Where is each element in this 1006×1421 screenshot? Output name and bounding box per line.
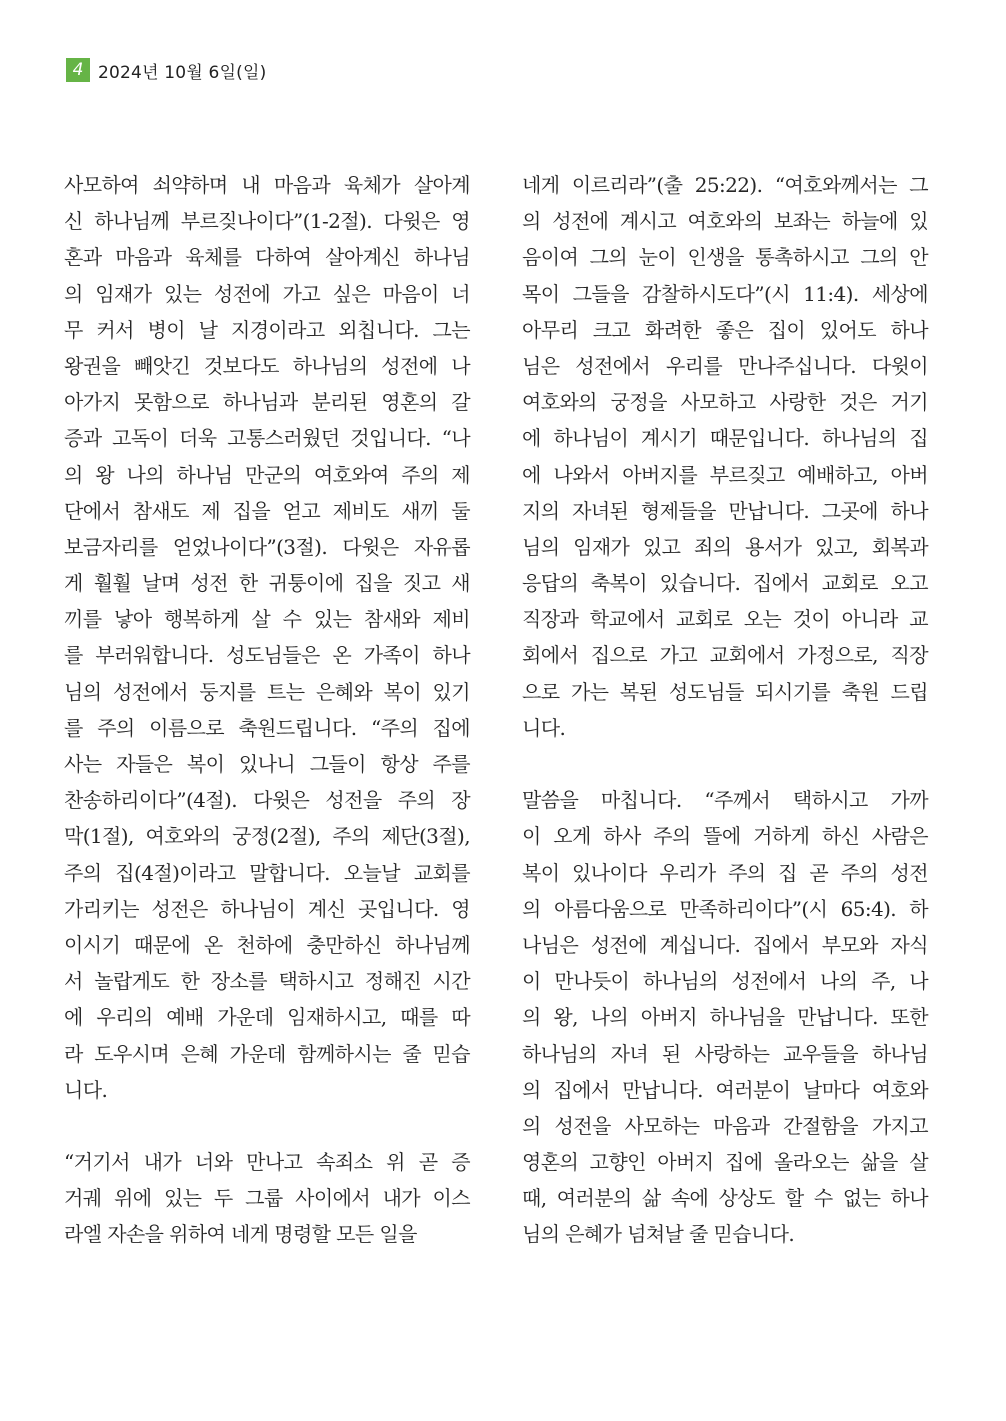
text-line: 사모하여 쇠약하며 내 마음과 육체가 살아계 [64,173,470,197]
page-number-badge: 4 [66,58,90,82]
text-line: 신 하나님께 부르짖나이다”(1-2절). 다윗은 영 [64,209,470,234]
text-line: 찬송하리이다”(4절). 다윗은 성전을 주의 장 [64,788,470,813]
text-line: 게 훨훨 날며 성전 한 귀퉁이에 집을 짓고 새 [64,571,470,596]
text-line: 복이 있나이다 우리가 주의 집 곧 주의 성전 [522,860,928,885]
text-line: 의 왕 나의 하나님 만군의 여호와여 주의 제 [64,462,470,487]
text-line: 의 성전에 계시고 여호와의 보좌는 하늘에 있 [522,209,928,234]
text-line: 님은 성전에서 우리를 만나주십니다. 다윗이 [522,353,928,378]
text-line: 말씀을 마칩니다. “주께서 택하시고 가까 [522,788,928,813]
text-line: 음이여 그의 눈이 인생을 통촉하시고 그의 안 [522,245,928,270]
text-line: 거궤 위에 있는 두 그룹 사이에서 내가 이스 [64,1186,470,1211]
text-line: 의 임재가 있는 성전에 가고 싶은 마음이 너 [64,281,470,306]
text-line: 에 나와서 아버지를 부르짖고 예배하고, 아버 [522,462,928,487]
left-column [64,167,470,1253]
text-line: 응답의 축복이 있습니다. 집에서 교회로 오고 [522,571,928,596]
text-line: 에 우리의 예배 가운데 임재하시고, 때를 따 [64,1005,470,1030]
text-line: 의 왕, 나의 아버지 하나님을 만납니다. 또한 [522,1005,928,1030]
paragraph-gap [522,746,928,782]
text-line: 목이 그들을 감찰하시도다”(시 11:4). 세상에 [522,281,928,306]
text-line: 나님은 성전에 계십니다. 집에서 부모와 자식 [522,932,928,957]
text-line: 니다. [522,715,566,740]
text-line: 보금자리를 얻었나이다”(3절). 다윗은 자유롭 [64,534,470,559]
text-line: 사는 자들은 복이 있나니 그들이 항상 주를 [64,752,470,776]
text-line: 아무리 크고 화려한 좋은 집이 있어도 하나 [522,317,928,342]
text-line: 의 성전을 사모하는 마음과 간절함을 가지고 [522,1113,928,1138]
text-line: 이 오게 하사 주의 뜰에 거하게 하신 사람은 [522,824,928,849]
text-line: 단에서 참새도 제 집을 얻고 제비도 새끼 둘 [64,498,470,523]
text-line: 가리키는 성전은 하나님이 계신 곳입니다. 영 [64,896,470,921]
text-line: 를 부러워합니다. 성도님들은 온 가족이 하나 [64,643,470,668]
text-line: 아가지 못함으로 하나님과 분리된 영혼의 갈 [64,390,470,415]
text-line: 의 아름다움으로 만족하리이다”(시 65:4). 하 [522,896,928,921]
text-line: 네게 이르리라”(출 25:22). “여호와께서는 그 [522,173,928,197]
text-line: 님의 임재가 있고 죄의 용서가 있고, 회복과 [522,534,928,559]
text-line: “거기서 내가 너와 만나고 속죄소 위 곧 증 [64,1150,470,1175]
text-line: 주의 집(4절)이라고 말합니다. 오늘날 교회를 [64,860,470,885]
text-line: 니다. [64,1077,108,1102]
text-line: 왕권을 빼앗긴 것보다도 하나님의 성전에 나 [64,353,470,378]
right-column [522,167,928,1253]
text-line: 영혼의 고향인 아버지 집에 올라오는 삶을 살 [522,1150,928,1175]
paragraph-gap [64,1108,470,1144]
text-line: 으로 가는 복된 성도님들 되시기를 축원 드립 [522,679,928,704]
text-line: 혼과 마음과 육체를 다하여 살아계신 하나님 [64,245,470,270]
text-line: 하나님의 자녀 된 사랑하는 교우들을 하나님 [522,1041,928,1066]
text-line: 라엘 자손을 위하여 네게 명령할 모든 일을 [64,1222,417,1247]
text-line: 직장과 학교에서 교회로 오는 것이 아니라 교 [522,607,928,632]
text-line: 님의 성전에서 둥지를 트는 은혜와 복이 있기 [64,679,470,704]
text-line: 여호와의 궁정을 사모하고 사랑한 것은 거기 [522,390,928,415]
text-line: 에 하나님이 계시기 때문입니다. 하나님의 집 [522,426,928,451]
text-line: 서 놀랍게도 한 장소를 택하시고 정해진 시간 [64,969,470,994]
text-line: 증과 고독이 더욱 고통스러웠던 것입니다. “나 [64,426,470,451]
text-line: 때, 여러분의 삶 속에 상상도 할 수 없는 하나 [522,1186,928,1211]
text-line: 이시기 때문에 온 천하에 충만하신 하나님께 [64,932,470,957]
text-line: 이 만나듯이 하나님의 성전에서 나의 주, 나 [522,969,928,994]
text-line: 님의 은혜가 넘쳐날 줄 믿습니다. [522,1222,795,1247]
text-line: 를 주의 이름으로 축원드립니다. “주의 집에 [64,715,470,740]
issue-date: 2024년 10월 6일(일) [98,62,267,83]
text-line: 끼를 낳아 행복하게 살 수 있는 참새와 제비 [64,607,470,632]
text-line: 회에서 집으로 가고 교회에서 가정으로, 직장 [522,643,928,668]
text-line: 무 커서 병이 날 지경이라고 외칩니다. 그는 [64,317,470,342]
page-header [66,57,266,83]
text-line: 막(1절), 여호와의 궁정(2절), 주의 제단(3절), [64,824,470,849]
text-line: 지의 자녀된 형제들을 만납니다. 그곳에 하나 [522,498,928,523]
text-line: 라 도우시며 은혜 가운데 함께하시는 줄 믿습 [64,1041,470,1066]
text-line: 의 집에서 만납니다. 여러분이 날마다 여호와 [522,1077,928,1102]
